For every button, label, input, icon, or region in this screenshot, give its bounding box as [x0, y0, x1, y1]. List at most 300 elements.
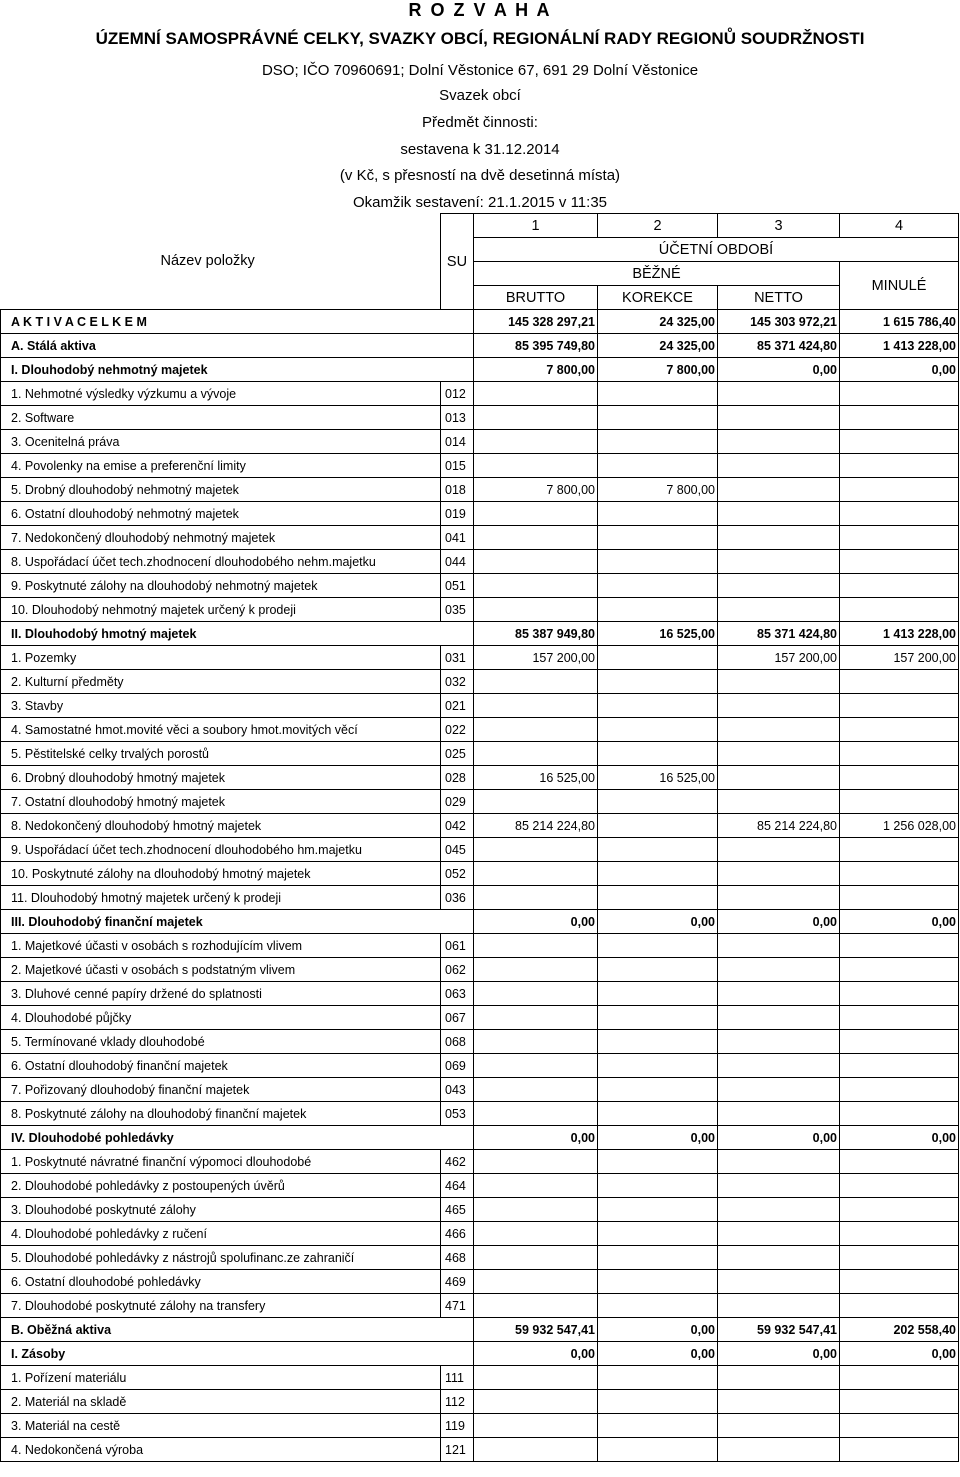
korekce-value [598, 814, 718, 838]
su-code [441, 622, 474, 646]
table-row [1, 1294, 959, 1318]
column-header-netto: NETTO [718, 286, 840, 310]
netto-value [718, 406, 840, 430]
entity-info: DSO; IČO 70960691; Dolní Věstonice 67, 691 29 Dolní Věstonice [261, 62, 699, 79]
brutto-value [474, 1270, 598, 1294]
previous-value [840, 790, 959, 814]
column-number-1: 1 [474, 214, 598, 238]
item-name: 6. Ostatní dlouhodobý finanční majetek [1, 1054, 441, 1078]
netto-value [718, 1246, 840, 1270]
brutto-value [474, 790, 598, 814]
item-name: 1. Majetkové účasti v osobách s rozhodujícím vlivem [1, 934, 441, 958]
brutto-value [474, 1222, 598, 1246]
item-name: 3. Dluhové cenné papíry držené do splatnosti [1, 982, 441, 1006]
netto-value [718, 382, 840, 406]
table-row [1, 1366, 959, 1390]
netto-value [718, 598, 840, 622]
korekce-value [598, 670, 718, 694]
netto-value [718, 934, 840, 958]
table-row [1, 958, 959, 982]
brutto-value [474, 1030, 598, 1054]
korekce-value: 24 325,00 [598, 334, 718, 358]
previous-value: 0,00 [840, 1126, 959, 1150]
previous-value [840, 886, 959, 910]
brutto-value [474, 982, 598, 1006]
netto-value [718, 1390, 840, 1414]
netto-value: 0,00 [718, 358, 840, 382]
table-row [1, 1198, 959, 1222]
su-code: 112 [441, 1390, 474, 1414]
table-row [1, 646, 959, 670]
su-code: 022 [441, 718, 474, 742]
netto-value [718, 1222, 840, 1246]
brutto-value [474, 1414, 598, 1438]
brutto-value [474, 838, 598, 862]
netto-value [718, 1006, 840, 1030]
item-name: 10. Dlouhodobý nehmotný majetek určený k prodeji [1, 598, 441, 622]
brutto-value [474, 742, 598, 766]
previous-value [840, 1054, 959, 1078]
table-row [1, 790, 959, 814]
previous-value [840, 718, 959, 742]
brutto-value [474, 862, 598, 886]
previous-value: 0,00 [840, 1342, 959, 1366]
korekce-value [598, 406, 718, 430]
item-name: 1. Pořízení materiálu [1, 1366, 441, 1390]
previous-value [840, 1174, 959, 1198]
item-name: 4. Povolenky na emise a preferenční limity [1, 454, 441, 478]
brutto-value [474, 1198, 598, 1222]
netto-value [718, 1414, 840, 1438]
table-row [1, 598, 959, 622]
netto-value: 145 303 972,21 [718, 310, 840, 334]
brutto-value [474, 958, 598, 982]
brutto-value [474, 934, 598, 958]
brutto-value [474, 406, 598, 430]
su-code: 465 [441, 1198, 474, 1222]
brutto-value [474, 1078, 598, 1102]
previous-value [840, 1102, 959, 1126]
netto-value: 85 371 424,80 [718, 622, 840, 646]
table-row [1, 718, 959, 742]
table-row [1, 502, 959, 526]
netto-value: 0,00 [718, 1342, 840, 1366]
report-subtitle: ÚZEMNÍ SAMOSPRÁVNÉ CELKY, SVAZKY OBCÍ, REGIONÁLNÍ RADY REGIONŮ SOUDRŽNOSTI [95, 29, 865, 48]
table-row [1, 1390, 959, 1414]
su-code: 468 [441, 1246, 474, 1270]
column-header-name: Název položky [160, 253, 255, 270]
previous-value [840, 1198, 959, 1222]
netto-value [718, 1366, 840, 1390]
previous-period-header: MINULÉ [840, 262, 959, 310]
su-code: 067 [441, 1006, 474, 1030]
table-row [1, 1438, 959, 1462]
korekce-value [598, 1294, 718, 1318]
netto-value [718, 1198, 840, 1222]
previous-value: 1 413 228,00 [840, 334, 959, 358]
su-code: 035 [441, 598, 474, 622]
previous-value [840, 1150, 959, 1174]
section-row [1, 334, 959, 358]
korekce-value [598, 1438, 718, 1462]
korekce-value [598, 1366, 718, 1390]
netto-value: 157 200,00 [718, 646, 840, 670]
su-code: 069 [441, 1054, 474, 1078]
table-row [1, 742, 959, 766]
brutto-value [474, 502, 598, 526]
item-name: 2. Dlouhodobé pohledávky z postoupených úvěrů [1, 1174, 441, 1198]
brutto-value [474, 526, 598, 550]
korekce-value: 0,00 [598, 1126, 718, 1150]
brutto-value [474, 1174, 598, 1198]
korekce-value [598, 1222, 718, 1246]
previous-value: 1 413 228,00 [840, 622, 959, 646]
brutto-value [474, 694, 598, 718]
netto-value [718, 1030, 840, 1054]
korekce-value [598, 694, 718, 718]
netto-value [718, 526, 840, 550]
brutto-value [474, 1150, 598, 1174]
netto-value [718, 478, 840, 502]
netto-value [718, 982, 840, 1006]
brutto-value [474, 382, 598, 406]
netto-value [718, 1150, 840, 1174]
entity-type: Svazek obcí [439, 87, 521, 104]
item-name: 2. Majetkové účasti v osobách s podstatným vlivem [1, 958, 441, 982]
su-code: 032 [441, 670, 474, 694]
previous-value [840, 1270, 959, 1294]
previous-value [840, 1438, 959, 1462]
item-name: 6. Ostatní dlouhodobý nehmotný majetek [1, 502, 441, 526]
su-code: 044 [441, 550, 474, 574]
korekce-value [598, 502, 718, 526]
previous-value [840, 766, 959, 790]
item-name: 3. Ocenitelná práva [1, 430, 441, 454]
column-header-korekce: KOREKCE [598, 286, 718, 310]
su-code: 041 [441, 526, 474, 550]
column-header-su: SU [441, 214, 474, 310]
netto-value [718, 742, 840, 766]
previous-value [840, 454, 959, 478]
item-name: 6. Drobný dlouhodobý hmotný majetek [1, 766, 441, 790]
previous-value [840, 1030, 959, 1054]
previous-value [840, 1390, 959, 1414]
korekce-value [598, 550, 718, 574]
korekce-value [598, 430, 718, 454]
item-name: 7. Pořizovaný dlouhodobý finanční majetek [1, 1078, 441, 1102]
su-code: 045 [441, 838, 474, 862]
table-row [1, 1414, 959, 1438]
table-row [1, 1222, 959, 1246]
korekce-value [598, 1246, 718, 1270]
su-code: 464 [441, 1174, 474, 1198]
su-code: 469 [441, 1270, 474, 1294]
korekce-value [598, 526, 718, 550]
item-name: 7. Nedokončený dlouhodobý nehmotný majetek [1, 526, 441, 550]
item-name: I. Zásoby [1, 1342, 441, 1366]
previous-value [840, 838, 959, 862]
table-row [1, 382, 959, 406]
netto-value [718, 958, 840, 982]
korekce-value [598, 1078, 718, 1102]
netto-value [718, 574, 840, 598]
brutto-value: 0,00 [474, 1126, 598, 1150]
korekce-value: 0,00 [598, 1318, 718, 1342]
table-row [1, 1054, 959, 1078]
accounting-period-header: ÚČETNÍ OBDOBÍ [474, 238, 959, 262]
brutto-value [474, 670, 598, 694]
item-name: I. Dlouhodobý nehmotný majetek [1, 358, 441, 382]
netto-value: 0,00 [718, 910, 840, 934]
brutto-value [474, 718, 598, 742]
column-number-4: 4 [840, 214, 959, 238]
su-code: 466 [441, 1222, 474, 1246]
previous-value [840, 598, 959, 622]
su-code: 052 [441, 862, 474, 886]
netto-value [718, 766, 840, 790]
table-row [1, 694, 959, 718]
table-row [1, 478, 959, 502]
su-code [441, 910, 474, 934]
netto-value [718, 1078, 840, 1102]
item-name: 8. Uspořádací účet tech.zhodnocení dlouhodobého nehm.majetku [1, 550, 441, 574]
korekce-value [598, 838, 718, 862]
item-name: A. Stálá aktiva [1, 334, 441, 358]
report-date: sestavena k 31.12.2014 [400, 141, 560, 158]
netto-value [718, 1054, 840, 1078]
su-code: 471 [441, 1294, 474, 1318]
precision-note: (v Kč, s přesností na dvě desetinná místa) [339, 167, 621, 184]
previous-value: 202 558,40 [840, 1318, 959, 1342]
table-row [1, 1174, 959, 1198]
current-period-header: BĚŽNÉ [474, 262, 840, 286]
previous-value [840, 862, 959, 886]
table-row [1, 550, 959, 574]
brutto-value [474, 598, 598, 622]
item-name: 3. Materiál na cestě [1, 1414, 441, 1438]
previous-value: 1 615 786,40 [840, 310, 959, 334]
item-name: 5. Dlouhodobé pohledávky z nástrojů spolufinanc.ze zahraničí [1, 1246, 441, 1270]
table-row [1, 1102, 959, 1126]
brutto-value [474, 1102, 598, 1126]
netto-value [718, 550, 840, 574]
su-code: 121 [441, 1438, 474, 1462]
table-row [1, 838, 959, 862]
table-row [1, 766, 959, 790]
item-name: A K T I V A C E L K E M [1, 310, 441, 334]
previous-value [840, 1006, 959, 1030]
table-row [1, 1150, 959, 1174]
previous-value [840, 1078, 959, 1102]
brutto-value [474, 1246, 598, 1270]
su-code: 062 [441, 958, 474, 982]
section-row [1, 358, 959, 382]
korekce-value: 24 325,00 [598, 310, 718, 334]
table-row [1, 1270, 959, 1294]
previous-value [840, 574, 959, 598]
item-name: 4. Samostatné hmot.movité věci a soubory hmot.movitých věcí [1, 718, 441, 742]
table-row [1, 1030, 959, 1054]
brutto-value: 85 387 949,80 [474, 622, 598, 646]
brutto-value: 157 200,00 [474, 646, 598, 670]
item-name: II. Dlouhodobý hmotný majetek [1, 622, 441, 646]
item-name: 4. Nedokončená výroba [1, 1438, 441, 1462]
netto-value [718, 502, 840, 526]
netto-value [718, 1102, 840, 1126]
brutto-value: 16 525,00 [474, 766, 598, 790]
korekce-value [598, 646, 718, 670]
netto-value: 85 371 424,80 [718, 334, 840, 358]
netto-value [718, 454, 840, 478]
brutto-value [474, 454, 598, 478]
su-code [441, 1126, 474, 1150]
netto-value: 0,00 [718, 1126, 840, 1150]
item-name: IV. Dlouhodobé pohledávky [1, 1126, 441, 1150]
netto-value [718, 694, 840, 718]
item-name: 9. Poskytnuté zálohy na dlouhodobý nehmotný majetek [1, 574, 441, 598]
korekce-value [598, 1198, 718, 1222]
previous-value [840, 670, 959, 694]
su-code: 042 [441, 814, 474, 838]
previous-value [840, 478, 959, 502]
previous-value: 0,00 [840, 358, 959, 382]
item-name: 3. Stavby [1, 694, 441, 718]
table-row [1, 934, 959, 958]
previous-value [840, 982, 959, 1006]
netto-value [718, 1174, 840, 1198]
su-code: 036 [441, 886, 474, 910]
brutto-value [474, 1438, 598, 1462]
item-name: 1. Poskytnuté návratné finanční výpomoci dlouhodobé [1, 1150, 441, 1174]
column-number-2: 2 [598, 214, 718, 238]
korekce-value [598, 598, 718, 622]
previous-value [840, 742, 959, 766]
su-code: 462 [441, 1150, 474, 1174]
previous-value [840, 1222, 959, 1246]
previous-value [840, 526, 959, 550]
korekce-value [598, 1270, 718, 1294]
brutto-value: 85 395 749,80 [474, 334, 598, 358]
korekce-value: 0,00 [598, 1342, 718, 1366]
item-name: III. Dlouhodobý finanční majetek [1, 910, 441, 934]
item-name: 1. Pozemky [1, 646, 441, 670]
table-row [1, 454, 959, 478]
su-code: 031 [441, 646, 474, 670]
item-name: 9. Uspořádací účet tech.zhodnocení dlouhodobého hm.majetku [1, 838, 441, 862]
table-row [1, 526, 959, 550]
column-number-3: 3 [718, 214, 840, 238]
korekce-value [598, 382, 718, 406]
table-row [1, 862, 959, 886]
previous-value [840, 694, 959, 718]
su-code: 028 [441, 766, 474, 790]
su-code: 021 [441, 694, 474, 718]
brutto-value [474, 1294, 598, 1318]
brutto-value [474, 1366, 598, 1390]
korekce-value: 7 800,00 [598, 358, 718, 382]
previous-value [840, 958, 959, 982]
previous-value [840, 502, 959, 526]
item-name: 5. Termínované vklady dlouhodobé [1, 1030, 441, 1054]
korekce-value [598, 934, 718, 958]
table-row [1, 1006, 959, 1030]
korekce-value [598, 1174, 718, 1198]
netto-value [718, 838, 840, 862]
brutto-value [474, 1006, 598, 1030]
netto-value [718, 1270, 840, 1294]
su-code: 029 [441, 790, 474, 814]
column-header-brutto: BRUTTO [474, 286, 598, 310]
su-code: 018 [441, 478, 474, 502]
netto-value: 85 214 224,80 [718, 814, 840, 838]
korekce-value [598, 1030, 718, 1054]
brutto-value [474, 430, 598, 454]
previous-value [840, 1294, 959, 1318]
korekce-value: 0,00 [598, 910, 718, 934]
netto-value [718, 862, 840, 886]
brutto-value [474, 886, 598, 910]
korekce-value [598, 742, 718, 766]
su-code [441, 358, 474, 382]
previous-value [840, 430, 959, 454]
table-row [1, 1078, 959, 1102]
netto-value [718, 718, 840, 742]
section-row [1, 310, 959, 334]
table-row [1, 430, 959, 454]
item-name: 11. Dlouhodobý hmotný majetek určený k prodeji [1, 886, 441, 910]
item-name: 1. Nehmotné výsledky výzkumu a vývoje [1, 382, 441, 406]
table-row [1, 406, 959, 430]
brutto-value: 85 214 224,80 [474, 814, 598, 838]
item-name: 2. Materiál na skladě [1, 1390, 441, 1414]
su-code [441, 1342, 474, 1366]
netto-value [718, 430, 840, 454]
section-row [1, 910, 959, 934]
item-name: 5. Drobný dlouhodobý nehmotný majetek [1, 478, 441, 502]
previous-value [840, 406, 959, 430]
item-name: 3. Dlouhodobé poskytnuté zálohy [1, 1198, 441, 1222]
balance-sheet-table [0, 213, 959, 1462]
item-name: 4. Dlouhodobé pohledávky z ručení [1, 1222, 441, 1246]
previous-value: 157 200,00 [840, 646, 959, 670]
item-name: 7. Ostatní dlouhodobý hmotný majetek [1, 790, 441, 814]
korekce-value [598, 958, 718, 982]
korekce-value: 7 800,00 [598, 478, 718, 502]
korekce-value [598, 790, 718, 814]
korekce-value [598, 886, 718, 910]
column-numbers-row [1, 214, 959, 238]
su-code: 111 [441, 1366, 474, 1390]
brutto-value: 0,00 [474, 1342, 598, 1366]
table-row [1, 574, 959, 598]
table-row [1, 814, 959, 838]
korekce-value [598, 1054, 718, 1078]
korekce-value [598, 862, 718, 886]
brutto-value [474, 1390, 598, 1414]
korekce-value [598, 454, 718, 478]
report-title: R O Z V A H A [408, 0, 552, 20]
table-row [1, 982, 959, 1006]
previous-value: 1 256 028,00 [840, 814, 959, 838]
previous-value [840, 550, 959, 574]
previous-value [840, 1246, 959, 1270]
korekce-value: 16 525,00 [598, 766, 718, 790]
korekce-value [598, 1150, 718, 1174]
su-code: 063 [441, 982, 474, 1006]
previous-value [840, 1414, 959, 1438]
brutto-value [474, 1054, 598, 1078]
section-row [1, 622, 959, 646]
